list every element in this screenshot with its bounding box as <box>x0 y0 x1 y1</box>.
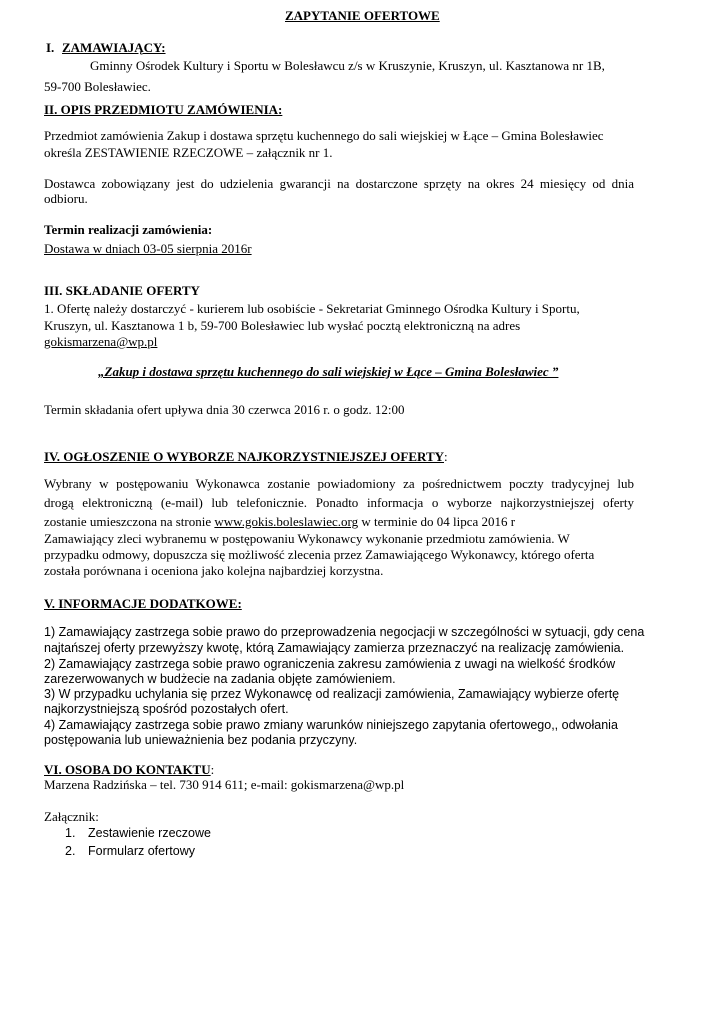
contact-person: Marzena Radzińska – tel. 730 914 611; e-mail: gokismarzena@wp.pl <box>44 777 405 792</box>
section-3-heading: III. SKŁADANIE OFERTY <box>44 283 200 298</box>
submission-line-2: Kruszyn, ul. Kasztanowa 1 b, 59-700 Bolesławiec lub wysłać pocztą elektroniczną na adres <box>44 318 521 333</box>
selection-line-5: przypadku odmowy, dopuszcza się możliwość zlecenia przez Zamawiającego Wykonawcy, którego oferta <box>44 547 595 562</box>
section-4-heading-row <box>44 449 448 465</box>
submission-line-1: 1. Ofertę należy dostarczyć - kurierem lub osobiście - Sekretariat Gminnego Ośrodka Kultury i Sportu, <box>44 301 580 316</box>
attachments-label: Załącznik: <box>44 809 99 824</box>
subject-line-2: określa ZESTAWIENIE RZECZOWE – załącznik nr 1. <box>44 145 333 160</box>
attachment-item <box>65 825 75 841</box>
attachment-number: 1. <box>65 826 76 840</box>
section-1-number: I. <box>46 40 55 55</box>
section-4-colon: : <box>444 449 448 464</box>
warranty-line-1: Dostawca zobowiązany jest do udzielenia gwarancji na dostarczone sprzęty na okres 24 miesięcy od dnia <box>44 176 634 191</box>
warranty-line-2: odbioru. <box>44 191 88 206</box>
info-line-4: zarezerwowanych w budżecie na zadania objęte zamówieniem. <box>44 672 396 686</box>
attachment-number: 2. <box>65 844 76 858</box>
submission-deadline: Termin składania ofert upływa dnia 30 czerwca 2016 r. o godz. 12:00 <box>44 402 405 417</box>
delivery-term-heading: Termin realizacji zamówienia: <box>44 222 213 237</box>
info-line-7: 4) Zamawiający zastrzega sobie prawo zmiany warunków niniejszego zapytania ofertowego,, odwołania <box>44 718 618 732</box>
selection-line-4: Zamawiający zleci wybranemu w postępowaniu Wykonawcy wykonanie przedmiotu zamówienia. W <box>44 531 570 546</box>
info-line-5: 3) W przypadku uchylania się przez Wykonawcę od realizacji zamówienia, Zamawiający wybierze ofertę <box>44 687 620 701</box>
section-6-heading-row <box>44 762 214 778</box>
selection-line-3-end: w terminie do 04 lipca 2016 r <box>358 514 516 529</box>
attachment-item <box>65 843 75 859</box>
info-line-1: 1) Zamawiający zastrzega sobie prawo do przeprowadzenia negocjacji w szczególności w sytuacji, gdy cena <box>44 625 645 639</box>
section-2-heading: II. OPIS PRZEDMIOTU ZAMÓWIENIA: <box>44 102 283 117</box>
ordering-party-line-2: 59-700 Bolesławiec. <box>44 79 151 94</box>
section-6-heading: VI. OSOBA DO KONTAKTU <box>44 762 211 777</box>
submission-email-link[interactable]: gokismarzena@wp.pl <box>44 334 158 349</box>
section-6-colon: : <box>210 762 215 777</box>
selection-line-2: drogą elektroniczną (e-mail) lub telefonicznie. Ponadto informacja o wyborze najkorzystniejszej oferty <box>44 495 634 510</box>
info-line-6: najkorzystniejszą spośród pozostałych ofert. <box>44 702 289 716</box>
info-line-3: 2) Zamawiający zastrzega sobie prawo ograniczenia zakresu zamówienia z uwagi na wielkość środków <box>44 657 616 671</box>
selection-line-3-start: zostanie umieszczona na stronie <box>44 514 215 529</box>
website-link[interactable]: www.gokis.boleslawiec.org <box>214 514 359 529</box>
delivery-term-value: Dostawa w dniach 03-05 sierpnia 2016r <box>44 241 252 256</box>
section-5-heading: V. INFORMACJE DODATKOWE: <box>44 596 242 611</box>
ordering-party-line-1: Gminny Ośrodek Kultury i Sportu w Bolesławcu z/s w Kruszynie, Kruszyn, ul. Kasztanowa nr 1B, <box>90 58 605 73</box>
info-line-2: najtańszej oferty przewyższy kwotę, którą Zamawiający zamierza przeznaczyć na realizację zamówienia. <box>44 641 625 655</box>
info-line-8: postępowania lub unieważnienia bez podania przyczyny. <box>44 733 358 747</box>
selection-line-3 <box>44 514 515 530</box>
offer-subject-title: „Zakup i dostawa sprzętu kuchennego do sali wiejskiej w Łące – Gmina Bolesławiec ” <box>98 364 559 379</box>
document-title: ZAPYTANIE OFERTOWE <box>285 8 440 23</box>
subject-line-1: Przedmiot zamówienia Zakup i dostawa sprzętu kuchennego do sali wiejskiej w Łące – Gmina Bolesławiec <box>44 128 604 143</box>
attachment-label: Zestawienie rzeczowe <box>88 826 211 840</box>
selection-line-1: Wybrany w postępowaniu Wykonawca zostanie powiadomiony za pośrednictwem poczty tradycyjnej lub <box>44 476 634 491</box>
section-4-heading: IV. OGŁOSZENIE O WYBORZE NAJKORZYSTNIEJSZEJ OFERTY <box>44 449 444 464</box>
selection-line-6: została porównana i oceniona jako kolejna najbardziej korzystna. <box>44 563 384 578</box>
section-1-heading: ZAMAWIAJĄCY: <box>62 40 166 55</box>
attachment-label: Formularz ofertowy <box>88 844 195 858</box>
